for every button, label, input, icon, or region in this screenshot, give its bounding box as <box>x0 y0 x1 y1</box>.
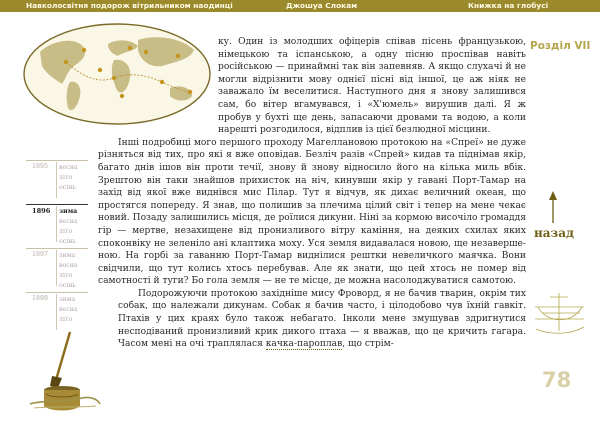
timeline-season[interactable]: осінь <box>59 184 76 191</box>
timeline-divider <box>26 204 88 205</box>
paint-brush-icon <box>22 328 104 412</box>
timeline-year-1896[interactable] <box>26 204 88 248</box>
timeline-season[interactable]: весна <box>59 218 78 225</box>
timeline-season-current[interactable]: зима <box>59 208 78 215</box>
chapter-text <box>98 36 526 351</box>
timeline-year-label: 1896 <box>32 207 51 215</box>
timeline-divider <box>26 160 88 161</box>
timeline-separator <box>56 162 57 198</box>
timeline-season[interactable]: зима <box>59 296 76 303</box>
paragraph-3-text: Подорожуючи протокою західніше мису Фроворд, я не бачив тварин, окрім тих собак, що належали дикунам. Собак я бачив часто, і цілодобово чув їхній гавкіт. Птахів у цих краях було також небагато. Інколи мене змушував здригнутися несподіваний пронизливий крик дикого птаха — я вважав, що це кричить гагара. Часом мені на очі траплялася <box>118 288 526 350</box>
paragraph-3 <box>118 288 526 351</box>
timeline-year-1898[interactable] <box>26 292 88 336</box>
paragraph-2: Інші подробиці мого першого проходу Магеллановою протокою на «Спреї» не дуже різняться від тих, про які я вже оповідав. Безліч разів «Спрей» кидав та піднімав якір, багато днів ішов він проти течії, знову й знову відносило його на кілька миль вбік. Зрештою він таки знайшов прихисток на ніч, кинувши якір у гавані Порт-Тамар на захід від якої вже виднівся мис Пілар. Тут я відчув, як дихає величний океан, що простягся попереду. Я знав, що полишив за плечима цілий світ і тепер на мене чекає новий. Позаду залишились місця, де роїлися дикуни. Ніні за кормою височіло громаддя гір — мертве, незахищене від пронизливого вітру каміння, на деяких схилах яких споконвіку не зеленіло ані клаптика моху. Уся земля видавалася новою, ще незавершеною. На горбі за гаванню Порт-Тамар виднілися рештки невеличкого маячка. Вони свідчили, що тут колись хтось перебував. Але як знати, що цей хтось не помер від самотності й туги? Бо гола земля — не те місце, де можна насолоджуватися самотою. <box>98 137 526 287</box>
up-arrow-icon[interactable] <box>548 190 558 224</box>
timeline-season[interactable]: літо <box>59 316 73 323</box>
timeline-year-label: 1895 <box>32 163 49 170</box>
timeline-divider <box>26 248 88 249</box>
timeline-year-label: 1898 <box>32 295 49 302</box>
header-book-title: Навколосвітня подорож вітрильником наодинці <box>26 1 233 10</box>
timeline-separator <box>56 206 57 242</box>
timeline-season[interactable]: зима <box>59 252 76 259</box>
paragraph-3-tail: , що стрім- <box>342 339 394 350</box>
timeline-season[interactable]: весна <box>59 262 78 269</box>
timeline-season[interactable]: весна <box>59 164 78 171</box>
top-header-bar <box>0 0 600 12</box>
timeline-year-1897[interactable] <box>26 248 88 292</box>
timeline-season[interactable]: осінь <box>59 282 76 289</box>
timeline-year-label: 1897 <box>32 251 49 258</box>
header-author: Джошуа Слокам <box>286 1 358 10</box>
boat-sketch-icon <box>532 287 587 339</box>
header-series: Книжка на глобусі <box>468 1 549 10</box>
glossary-link[interactable]: качка-пароплав <box>265 339 343 350</box>
timeline-separator <box>56 250 57 286</box>
timeline-divider <box>26 292 88 293</box>
year-timeline <box>26 160 88 336</box>
timeline-season[interactable]: літо <box>59 272 73 279</box>
timeline-season[interactable]: літо <box>59 174 73 181</box>
timeline-separator <box>56 294 57 330</box>
page-number: 78 <box>542 368 572 392</box>
paragraph-1: ку. Один із молодших офіцерів співав пісень французькою, німецькою та іспанською, а одну пісню проспівав навіть російською — принаймні так він запевняв. А якщо слухачі й не могли відрізнити мову однієї пісні від іншої, це аж ніяк не заважало їм веселитися. Наступного дня я знову залишився сам, бо вітер вгамувався, і «Х'юмель» вирушив далі. Я ж пробув у бухті ще день, запасаючи дровами та водою, а коли нарешті розгодилося, відплив із цієї безлюдної місцини. <box>218 37 526 136</box>
chapter-label: Розділ VII <box>530 40 591 52</box>
timeline-year-1895[interactable] <box>26 160 88 204</box>
timeline-season[interactable]: осінь <box>59 238 76 245</box>
timeline-season[interactable]: весна <box>59 306 78 313</box>
timeline-season[interactable]: літо <box>59 228 73 235</box>
back-button[interactable]: назад <box>534 226 574 240</box>
